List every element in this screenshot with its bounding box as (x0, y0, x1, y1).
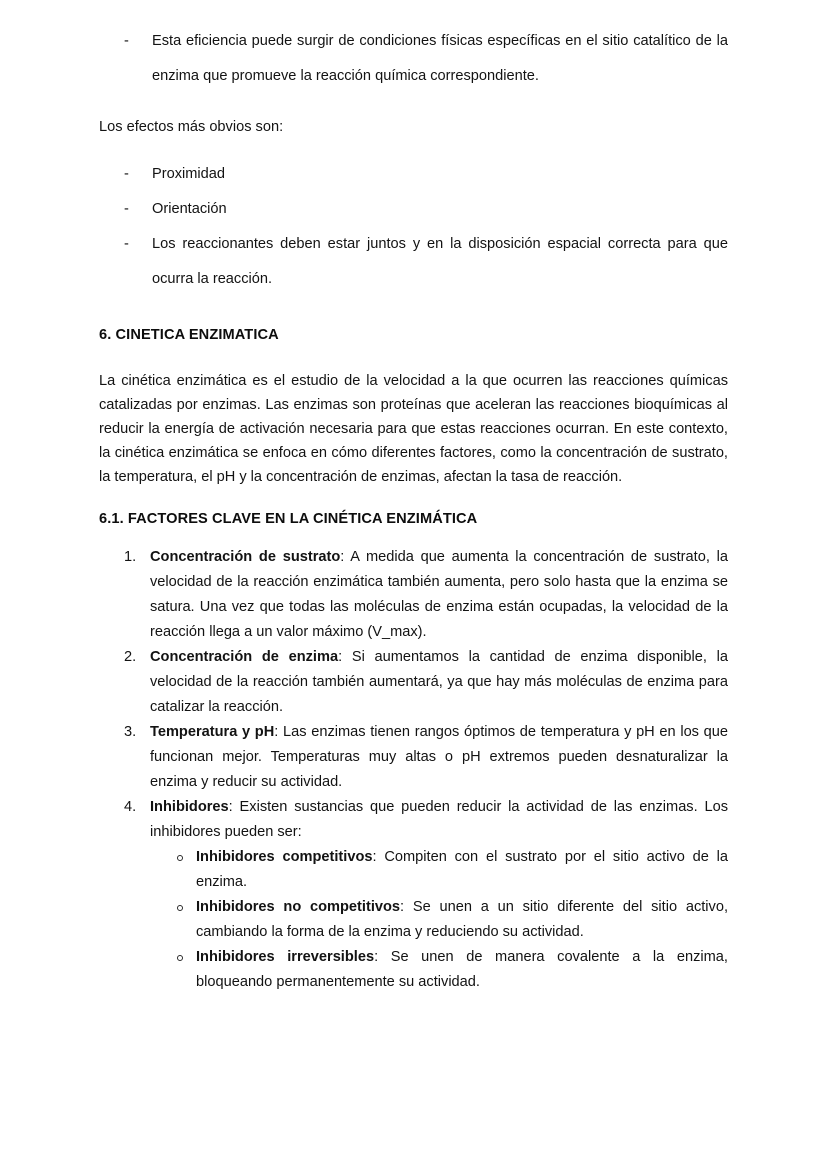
page-content (99, 0, 728, 995)
list-item-term: Temperatura y pH (150, 724, 275, 740)
section-6-paragraph: La cinética enzimática es el estudio de la velocidad a la que ocurren las reacciones químicas catalizadas por enzimas. Las enzimas son proteínas que aceleran las reacciones bioquímicas al reducir la energía de activación necesaria para que estas reacciones ocurran. En este contexto, la cinética enzimática se enfoca en cómo diferentes factores, como la concentración de sustrato, la temperatura, el pH y la concentración de enzimas, afectan la tasa de reacción. (99, 373, 728, 485)
list-item-text: Se unen de manera covalente a la enzima, bloqueando permanentemente su actividad. (196, 949, 728, 990)
list-item-text: Se unen a un sitio diferente del sitio activo, cambiando la forma de la enzima y reduciendo su actividad. (196, 899, 729, 940)
list-item-text: Orientación (152, 201, 227, 217)
list-item-text: Las enzimas tienen rangos óptimos de temperatura y pH en los que funcionan mejor. Temperaturas muy altas o pH extremos pueden desnaturalizar la enzima y reducir su actividad. (150, 724, 729, 790)
list-item (99, 227, 728, 297)
list-item-term: Inhibidores irreversibles (196, 949, 375, 965)
key-factors-list (99, 545, 728, 845)
list-item (99, 192, 728, 227)
list-item-text: Esta eficiencia puede surgir de condiciones físicas específicas en el sitio catalítico de la enzima que promueve la reacción química correspondiente. (152, 33, 728, 84)
list-item (99, 24, 728, 94)
intro-dash-list (99, 24, 728, 94)
list-item-separator: : (274, 724, 284, 740)
dash-marker-icon: - (124, 201, 129, 217)
list-item-separator: : (372, 849, 385, 865)
spacer (99, 297, 728, 325)
list-item (99, 895, 728, 945)
list-item-text: Compiten con el sustrato por el sitio activo de la enzima. (196, 849, 729, 890)
lead-in-paragraph: Los efectos más obvios son: (99, 119, 284, 135)
circle-bullet-icon (177, 855, 183, 861)
dash-marker-icon: - (124, 236, 129, 252)
list-item-separator: : (374, 949, 391, 965)
list-item-text: Proximidad (152, 166, 225, 182)
list-item-term: Inhibidores (150, 799, 229, 815)
list-item-separator: : (228, 799, 240, 815)
list-number: 4. (124, 799, 137, 815)
section-heading-6: 6. CINETICA ENZIMATICA (99, 327, 279, 343)
list-item-term: Inhibidores competitivos (196, 849, 373, 865)
list-item (99, 945, 728, 995)
list-item (99, 157, 728, 192)
list-item-text: Los reaccionantes deben estar juntos y en la disposición espacial correcta para que ocurra la reacción. (152, 236, 728, 287)
list-item-text: Existen sustancias que pueden reducir la actividad de las enzimas. Los inhibidores pueden ser: (150, 799, 729, 840)
list-item-text: Si aumentamos la cantidad de enzima disponible, la velocidad de la reacción también aumentará, ya que hay más moléculas de enzima para catalizar la reacción. (150, 649, 729, 715)
circle-bullet-icon (177, 955, 183, 961)
effects-dash-list (99, 157, 728, 297)
list-item-separator: : (338, 649, 352, 665)
spacer (99, 145, 728, 157)
list-item-separator: : (340, 549, 351, 565)
spacer (99, 489, 728, 509)
list-item (99, 795, 728, 845)
list-item-term: Inhibidores no competitivos (196, 899, 401, 915)
list-item (99, 845, 728, 895)
inhibitor-types-list (99, 845, 728, 995)
list-item-text: A medida que aumenta la concentración de sustrato, la velocidad de la reacción enzimática también aumenta, pero solo hasta que la enzima se satura. Una vez que todas las moléculas de enzima están ocupadas, la velocidad de la reacción llega a un valor máximo (V_max). (150, 549, 728, 640)
spacer (99, 94, 728, 110)
top-spacer (99, 0, 728, 24)
spacer (99, 345, 728, 369)
list-number: 1. (124, 549, 137, 565)
dash-marker-icon: - (124, 166, 129, 182)
section-heading-6-1: 6.1. FACTORES CLAVE EN LA CINÉTICA ENZIMÁTICA (99, 511, 478, 527)
circle-bullet-icon (177, 905, 183, 911)
list-item (99, 545, 728, 645)
list-number: 2. (124, 649, 137, 665)
list-number: 3. (124, 724, 137, 740)
list-item (99, 645, 728, 720)
dash-marker-icon: - (124, 33, 129, 49)
spacer (99, 529, 728, 545)
list-item-term: Concentración de enzima (150, 649, 339, 665)
list-item-term: Concentración de sustrato (150, 549, 341, 565)
list-item-separator: : (400, 899, 413, 915)
list-item (99, 720, 728, 795)
